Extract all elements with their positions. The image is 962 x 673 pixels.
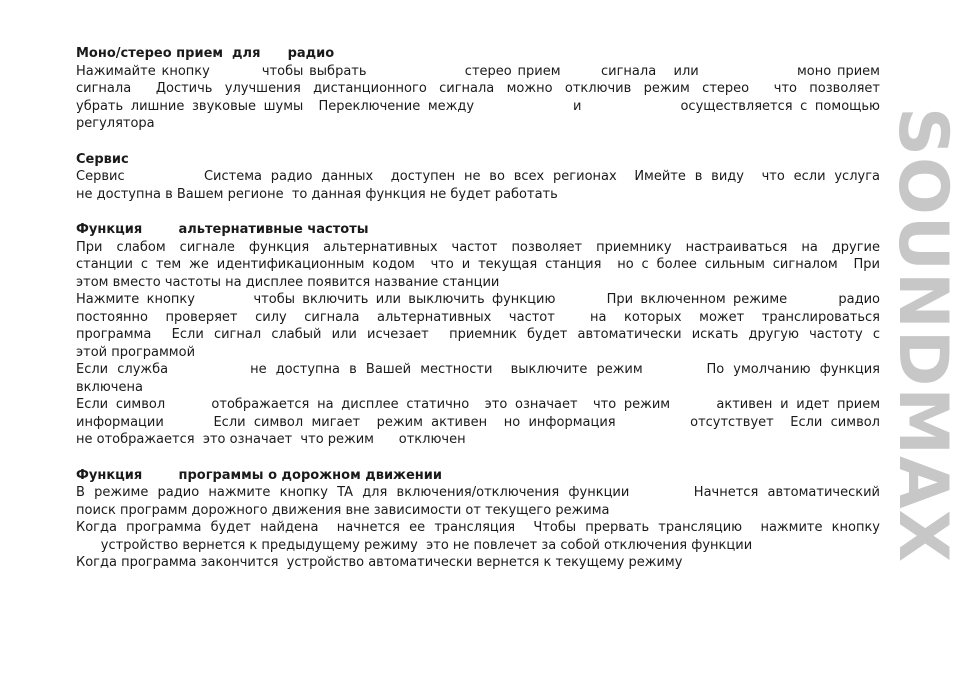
- section-heading: Моно/стерео прием для радио: [76, 46, 335, 61]
- text-line: Нажмите кнопку чтобы включить или выключить функцию При включенном режиме радио: [76, 292, 880, 307]
- brand-logo: SOUNDMAX: [883, 106, 962, 564]
- paragraph: [76, 168, 880, 203]
- text-line: Сервис Система радио данных доступен не во всех регионах Имейте в виду что если услуга: [76, 169, 880, 184]
- text-line: Если символ отображается на дисплее статично это означает что режим активен и идет прием: [76, 397, 880, 412]
- text-line: постоянно проверяет силу сигнала альтернативных частот на которых может транслироваться: [76, 309, 880, 325]
- section: [76, 467, 880, 572]
- paragraph: [76, 554, 880, 572]
- paragraph: [76, 239, 880, 292]
- text-line: Когда программа закончится устройство автоматически вернется к текущему режиму: [76, 555, 683, 570]
- text-line: этом вместо частоты на дисплее появится название станции: [76, 274, 500, 290]
- text-line: устройство вернется к предыдущему режиму это не повлечет за собой отключения функции: [76, 537, 753, 553]
- section-heading: Функция программы о дорожном движении: [76, 467, 443, 483]
- manual-page: [76, 45, 880, 590]
- section-heading: Функция альтернативные частоты: [76, 222, 369, 237]
- text-line: не отображается это означает что режим отключен: [76, 432, 466, 447]
- text-line: Нажимайте кнопку чтобы выбрать стерео прием сигнала или моно прием: [76, 63, 880, 79]
- text-line: включена: [76, 379, 143, 395]
- paragraph: [76, 63, 880, 133]
- text-line: поиск программ дорожного движения вне зависимости от текущего режима: [76, 502, 610, 518]
- section: [76, 151, 880, 204]
- text-line: При слабом сигнале функция альтернативных частот позволяет приемнику настраиваться на другие: [76, 239, 880, 255]
- text-line: убрать лишние звуковые шумы Переключение между и осуществляется с помощью: [76, 98, 880, 114]
- text-line: станции с тем же идентификационным кодом что и текущая станция но с более сильным сигналом При: [76, 257, 880, 272]
- section: [76, 221, 880, 449]
- text-line: Когда программа будет найдена начнется ее трансляция Чтобы прервать трансляцию нажмите кнопку: [76, 520, 880, 535]
- text-line: не доступна в Вашем регионе то данная функция не будет работать: [76, 186, 558, 202]
- text-line: информации Если символ мигает режим активен но информация отсутствует Если символ: [76, 414, 880, 430]
- text-line: регулятора: [76, 116, 155, 131]
- text-line: В режиме радио нажмите кнопку TA для включения/отключения функции Начнется автоматический: [76, 485, 880, 500]
- paragraph: [76, 291, 880, 361]
- paragraph: [76, 484, 880, 519]
- section: [76, 45, 880, 133]
- paragraph: [76, 361, 880, 396]
- paragraph: [76, 396, 880, 449]
- text-line: сигнала Достичь улучшения дистанционного сигнала можно отключив режим стерео что позволяет: [76, 81, 880, 96]
- text-line: программа Если сигнал слабый или исчезает приемник будет автоматически искать другую частоту с: [76, 327, 880, 342]
- paragraph: [76, 519, 880, 554]
- section-heading: Сервис: [76, 151, 129, 167]
- text-line: Если служба не доступна в Вашей местности выключите режим По умолчанию функция: [76, 362, 880, 377]
- text-line: этой программой: [76, 344, 196, 360]
